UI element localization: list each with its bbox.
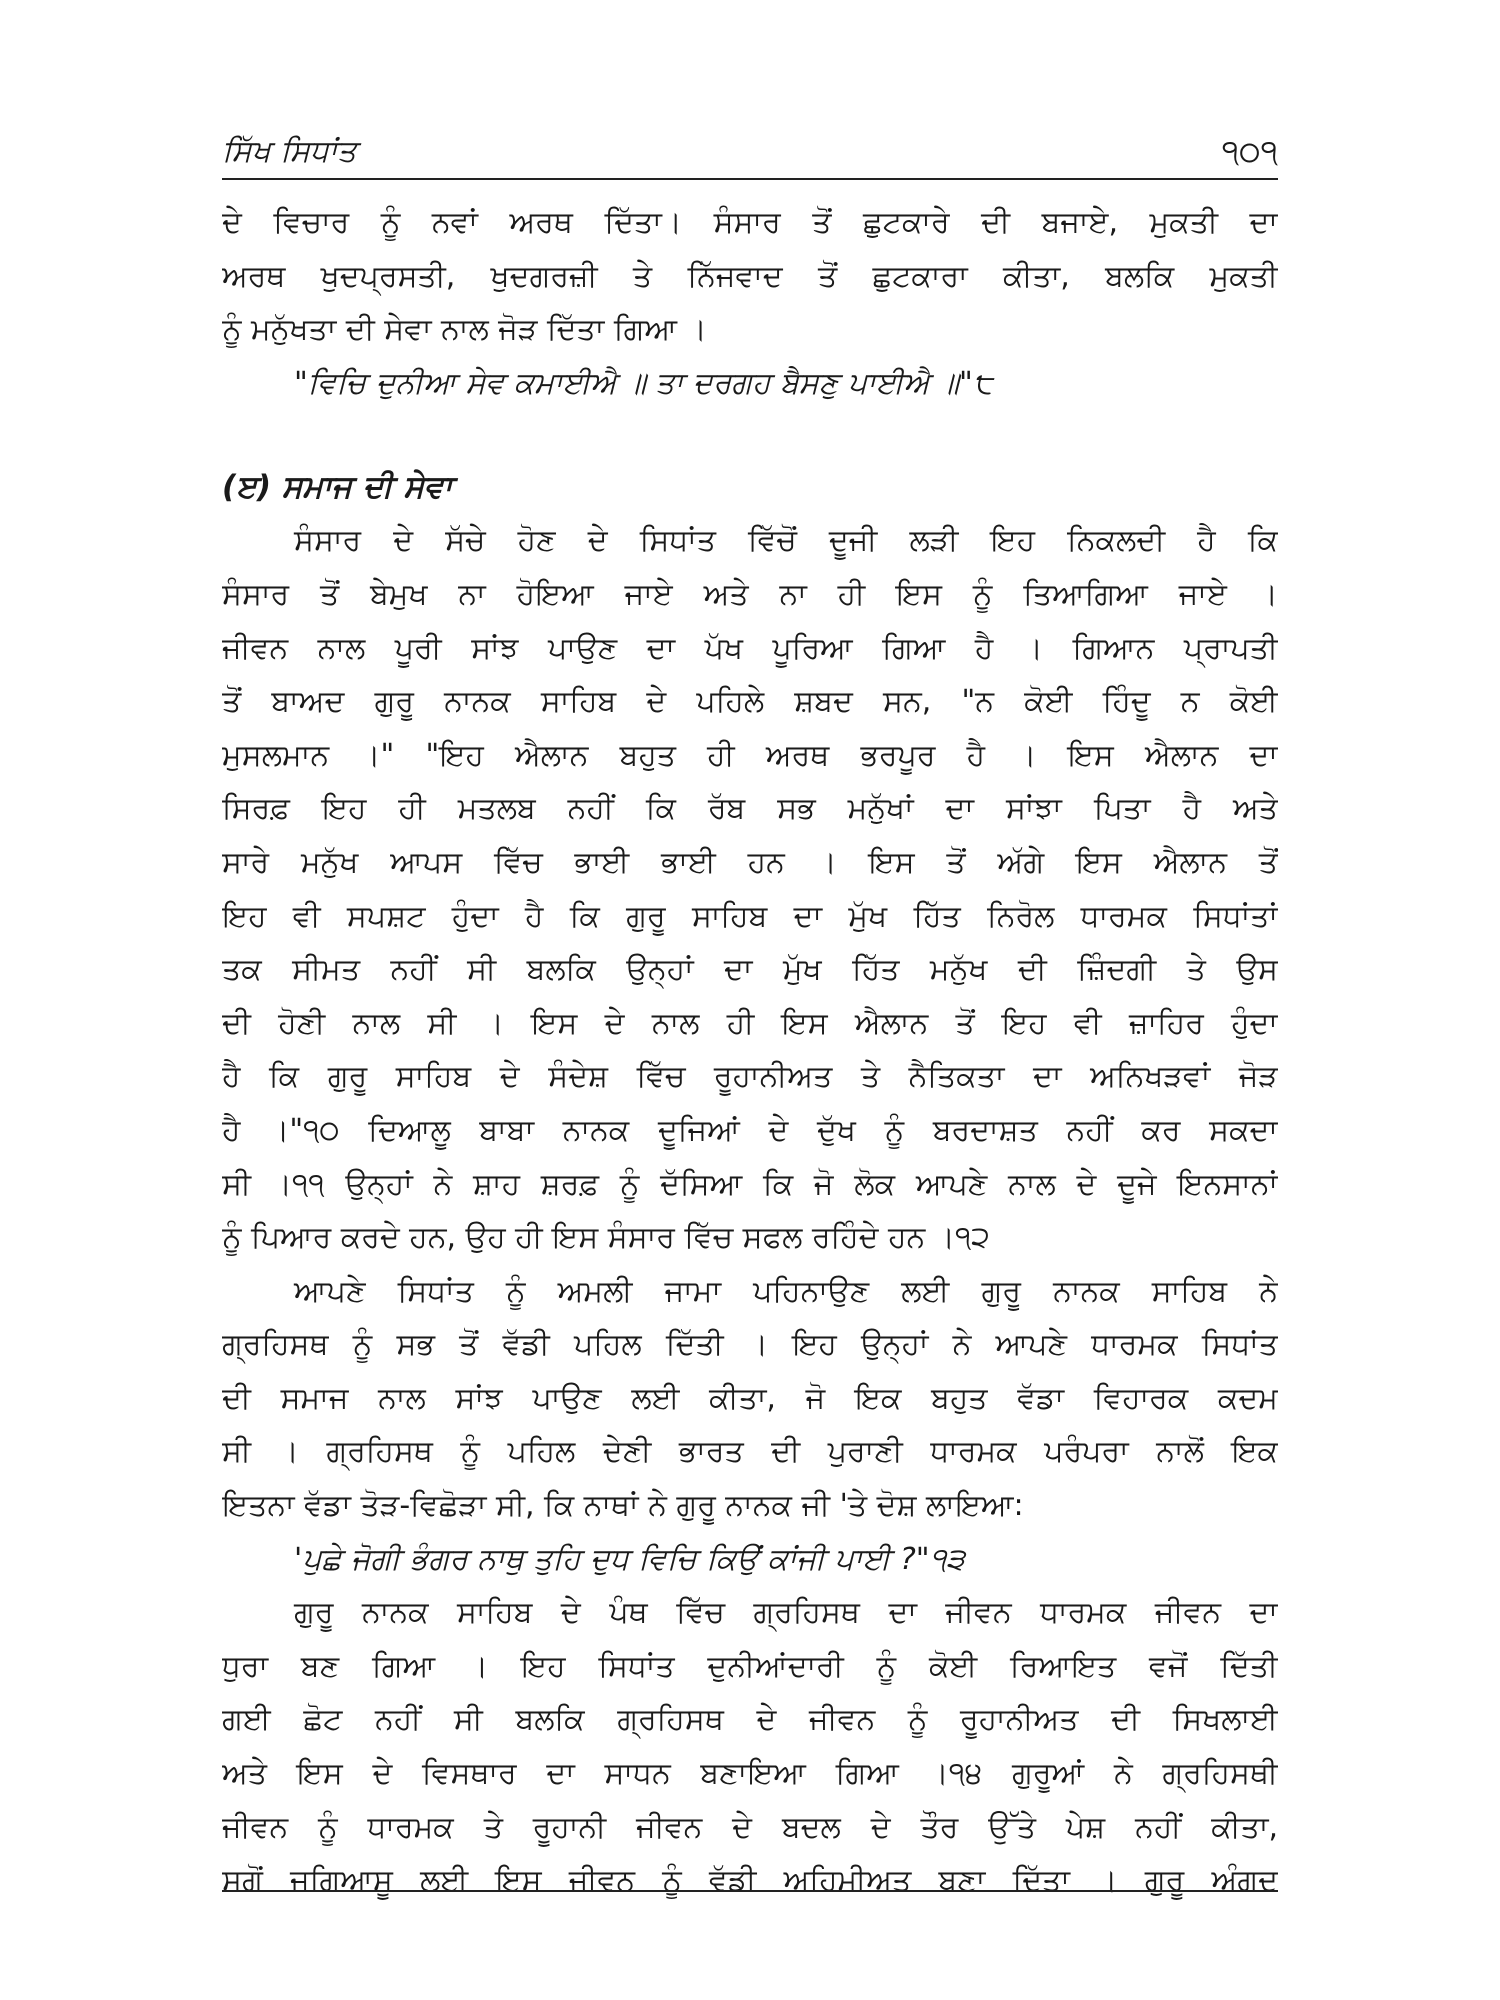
text-line: ਸੰਸਾਰ ਦੇ ਸੱਚੇ ਹੋਣ ਦੇ ਸਿਧਾਂਤ ਵਿੱਚੋਂ ਦੂਜੀ ਲੜੀ ਇਹ ਨਿਕਲਦੀ ਹੈ ਕਿ (294, 523, 1278, 559)
text-line: ਅਤੇ ਇਸ ਦੇ ਵਿਸਥਾਰ ਦਾ ਸਾਧਨ ਬਣਾਇਆ ਗਿਆ ।੧੪ ਗੁਰੂਆਂ ਨੇ ਗ੍ਰਹਿਸਥੀ (222, 1756, 1278, 1792)
text-line: ਨੂੰ ਪਿਆਰ ਕਰਦੇ ਹਨ, ਉਹ ਹੀ ਇਸ ਸੰਸਾਰ ਵਿੱਚ ਸਫਲ ਰਹਿੰਦੇ ਹਨ ।੧੨ (222, 1220, 990, 1256)
text-line: ਸੀ ।੧੧ ਉਨ੍ਹਾਂ ਨੇ ਸ਼ਾਹ ਸ਼ਰਫ਼ ਨੂੰ ਦੱਸਿਆ ਕਿ ਜੋ ਲੋਕ ਆਪਣੇ ਨਾਲ ਦੇ ਦੂਜੇ ਇਨਸਾਨਾਂ (222, 1166, 1278, 1202)
text-line: ਇਤਨਾ ਵੱਡਾ ਤੋੜ-ਵਿਛੋੜਾ ਸੀ, ਕਿ ਨਾਥਾਂ ਨੇ ਗੁਰੂ ਨਾਨਕ ਜੀ 'ਤੇ ਦੋਸ਼ ਲਾਇਆ: (222, 1488, 1024, 1524)
text-line: ਸਗੋਂ ਜਗਿਆਸੂ ਲਈ ਇਸ ਜੀਵਨ ਨੂੰ ਵੱਡੀ ਅਹਿਮੀਅਤ ਬਣਾ ਦਿੱਤਾ । ਗੁਰੂ ਅੰਗਦ (222, 1863, 1278, 1899)
text-line: ਨੂੰ ਮਨੁੱਖਤਾ ਦੀ ਸੇਵਾ ਨਾਲ ਜੋੜ ਦਿੱਤਾ ਗਿਆ । (222, 312, 707, 348)
text-line: ਆਪਣੇ ਸਿਧਾਂਤ ਨੂੰ ਅਮਲੀ ਜਾਮਾ ਪਹਿਨਾਉਣ ਲਈ ਗੁਰੂ ਨਾਨਕ ਸਾਹਿਬ ਨੇ (294, 1273, 1278, 1309)
text-line: ਜੀਵਨ ਨਾਲ ਪੂਰੀ ਸਾਂਝ ਪਾਉਣ ਦਾ ਪੱਖ ਪੂਰਿਆ ਗਿਆ ਹੈ । ਗਿਆਨ ਪ੍ਰਾਪਤੀ (222, 630, 1278, 666)
text-line: ਹੈ ।"੧੦ ਦਿਆਲੂ ਬਾਬਾ ਨਾਨਕ ਦੂਜਿਆਂ ਦੇ ਦੁੱਖ ਨੂੰ ਬਰਦਾਸ਼ਤ ਨਹੀਂ ਕਰ ਸਕਦਾ (222, 1112, 1278, 1148)
text-line: ਹੈ ਕਿ ਗੁਰੂ ਸਾਹਿਬ ਦੇ ਸੰਦੇਸ਼ ਵਿੱਚ ਰੂਹਾਨੀਅਤ ਤੇ ਨੈਤਿਕਤਾ ਦਾ ਅਨਿਖੜਵਾਂ ਜੋੜ (222, 1059, 1278, 1095)
text-line: ਗੁਰੂ ਨਾਨਕ ਸਾਹਿਬ ਦੇ ਪੰਥ ਵਿੱਚ ਗ੍ਰਹਿਸਥ ਦਾ ਜੀਵਨ ਧਾਰਮਕ ਜੀਵਨ ਦਾ (294, 1595, 1278, 1631)
scripture-quote-2: 'ਪੁਛੇ ਜੋਗੀ ਭੰਗਰ ਨਾਥੁ ਤੁਹਿ ਦੁਧ ਵਿਚਿ ਕਿਉਂ ਕਾਂਜੀ ਪਾਈ ?"੧੩ (294, 1541, 965, 1577)
text-line: ਦੀ ਸਮਾਜ ਨਾਲ ਸਾਂਝ ਪਾਉਣ ਲਈ ਕੀਤਾ, ਜੋ ਇਕ ਬਹੁਤ ਵੱਡਾ ਵਿਹਾਰਕ ਕਦਮ (222, 1380, 1278, 1416)
running-title: ਸਿੱਖ ਸਿਧਾਂਤ (222, 134, 357, 169)
footer-divider (222, 1890, 1278, 1892)
page-body (222, 196, 1278, 1908)
text-line: ਇਹ ਵੀ ਸਪਸ਼ਟ ਹੁੰਦਾ ਹੈ ਕਿ ਗੁਰੂ ਸਾਹਿਬ ਦਾ ਮੁੱਖ ਹਿੱਤ ਨਿਰੋਲ ਧਾਰਮਕ ਸਿਧਾਂਤਾਂ (222, 898, 1278, 934)
paragraph-1 (222, 196, 1278, 357)
text-line: ਗ੍ਰਹਿਸਥ ਨੂੰ ਸਭ ਤੋਂ ਵੱਡੀ ਪਹਿਲ ਦਿੱਤੀ । ਇਹ ਉਨ੍ਹਾਂ ਨੇ ਆਪਣੇ ਧਾਰਮਕ ਸਿਧਾਂਤ (222, 1327, 1278, 1363)
section-heading: (ੲ) ਸਮਾਜ ਦੀ ਸੇਵਾ (222, 469, 453, 506)
text-line: ਧੁਰਾ ਬਣ ਗਿਆ । ਇਹ ਸਿਧਾਂਤ ਦੁਨੀਆਂਦਾਰੀ ਨੂੰ ਕੋਈ ਰਿਆਇਤ ਵਜੋਂ ਦਿੱਤੀ (222, 1648, 1278, 1684)
text-line: ਅਰਥ ਖੁਦਪ੍ਰਸਤੀ, ਖੁਦਗਰਜ਼ੀ ਤੇ ਨਿੱਜਵਾਦ ਤੋਂ ਛੁਟਕਾਰਾ ਕੀਤਾ, ਬਲਕਿ ਮੁਕਤੀ (222, 258, 1278, 294)
text-line: ਗਈ ਛੋਟ ਨਹੀਂ ਸੀ ਬਲਕਿ ਗ੍ਰਹਿਸਥ ਦੇ ਜੀਵਨ ਨੂੰ ਰੂਹਾਨੀਅਤ ਦੀ ਸਿਖਲਾਈ (222, 1702, 1278, 1738)
text-line: ਸੰਸਾਰ ਤੋਂ ਬੇਮੁਖ ਨਾ ਹੋਇਆ ਜਾਏ ਅਤੇ ਨਾ ਹੀ ਇਸ ਨੂੰ ਤਿਆਗਿਆ ਜਾਏ । (222, 576, 1278, 612)
text-line: ਸਾਰੇ ਮਨੁੱਖ ਆਪਸ ਵਿੱਚ ਭਾਈ ਭਾਈ ਹਨ । ਇਸ ਤੋਂ ਅੱਗੇ ਇਸ ਐਲਾਨ ਤੋਂ (222, 844, 1278, 880)
text-line: ਤੋਂ ਬਾਅਦ ਗੁਰੂ ਨਾਨਕ ਸਾਹਿਬ ਦੇ ਪਹਿਲੇ ਸ਼ਬਦ ਸਨ, "ਨ ਕੋਈ ਹਿੰਦੂ ਨ ਕੋਈ (222, 684, 1278, 720)
text-line: ਸੀ । ਗ੍ਰਹਿਸਥ ਨੂੰ ਪਹਿਲ ਦੇਣੀ ਭਾਰਤ ਦੀ ਪੁਰਾਣੀ ਧਾਰਮਕ ਪਰੰਪਰਾ ਨਾਲੋਂ ਇਕ (222, 1434, 1278, 1470)
running-header (222, 128, 1278, 178)
text-line: ਦੀ ਹੋਣੀ ਨਾਲ ਸੀ । ਇਸ ਦੇ ਨਾਲ ਹੀ ਇਸ ਐਲਾਨ ਤੋਂ ਇਹ ਵੀ ਜ਼ਾਹਿਰ ਹੁੰਦਾ (222, 1005, 1278, 1041)
page-number: ੧੦੧ (1221, 132, 1278, 170)
text-line: ਦੇ ਵਿਚਾਰ ਨੂੰ ਨਵਾਂ ਅਰਥ ਦਿੱਤਾ। ਸੰਸਾਰ ਤੋਂ ਛੁਟਕਾਰੇ ਦੀ ਬਜਾਏ, ਮੁਕਤੀ ਦਾ (222, 205, 1278, 240)
text-line: ਜੀਵਨ ਨੂੰ ਧਾਰਮਕ ਤੇ ਰੂਹਾਨੀ ਜੀਵਨ ਦੇ ਬਦਲ ਦੇ ਤੌਰ ਉੱਤੇ ਪੇਸ਼ ਨਹੀਂ ਕੀਤਾ, (222, 1809, 1278, 1845)
paragraph-2 (222, 514, 1278, 1264)
paragraph-3 (222, 1265, 1278, 1533)
text-line: ਮੁਸਲਮਾਨ ।" "ਇਹ ਐਲਾਨ ਬਹੁਤ ਹੀ ਅਰਥ ਭਰਪੂਰ ਹੈ । ਇਸ ਐਲਾਨ ਦਾ (222, 737, 1278, 773)
text-line: ਤਕ ਸੀਮਤ ਨਹੀਂ ਸੀ ਬਲਕਿ ਉਨ੍ਹਾਂ ਦਾ ਮੁੱਖ ਹਿੱਤ ਮਨੁੱਖ ਦੀ ਜ਼ਿੰਦਗੀ ਤੇ ਉਸ (222, 952, 1278, 988)
scripture-quote-1: "ਵਿਚਿ ਦੁਨੀਆ ਸੇਵ ਕਮਾਈਐ ॥ ਤਾ ਦਰਗਹ ਬੈਸਣੁ ਪਾਈਐ ॥"੮ (294, 365, 993, 401)
paragraph-4 (222, 1586, 1278, 1908)
text-line: ਸਿਰਫ਼ ਇਹ ਹੀ ਮਤਲਬ ਨਹੀਂ ਕਿ ਰੱਬ ਸਭ ਮਨੁੱਖਾਂ ਦਾ ਸਾਂਝਾ ਪਿਤਾ ਹੈ ਅਤੇ (222, 791, 1278, 827)
header-divider (222, 178, 1278, 180)
